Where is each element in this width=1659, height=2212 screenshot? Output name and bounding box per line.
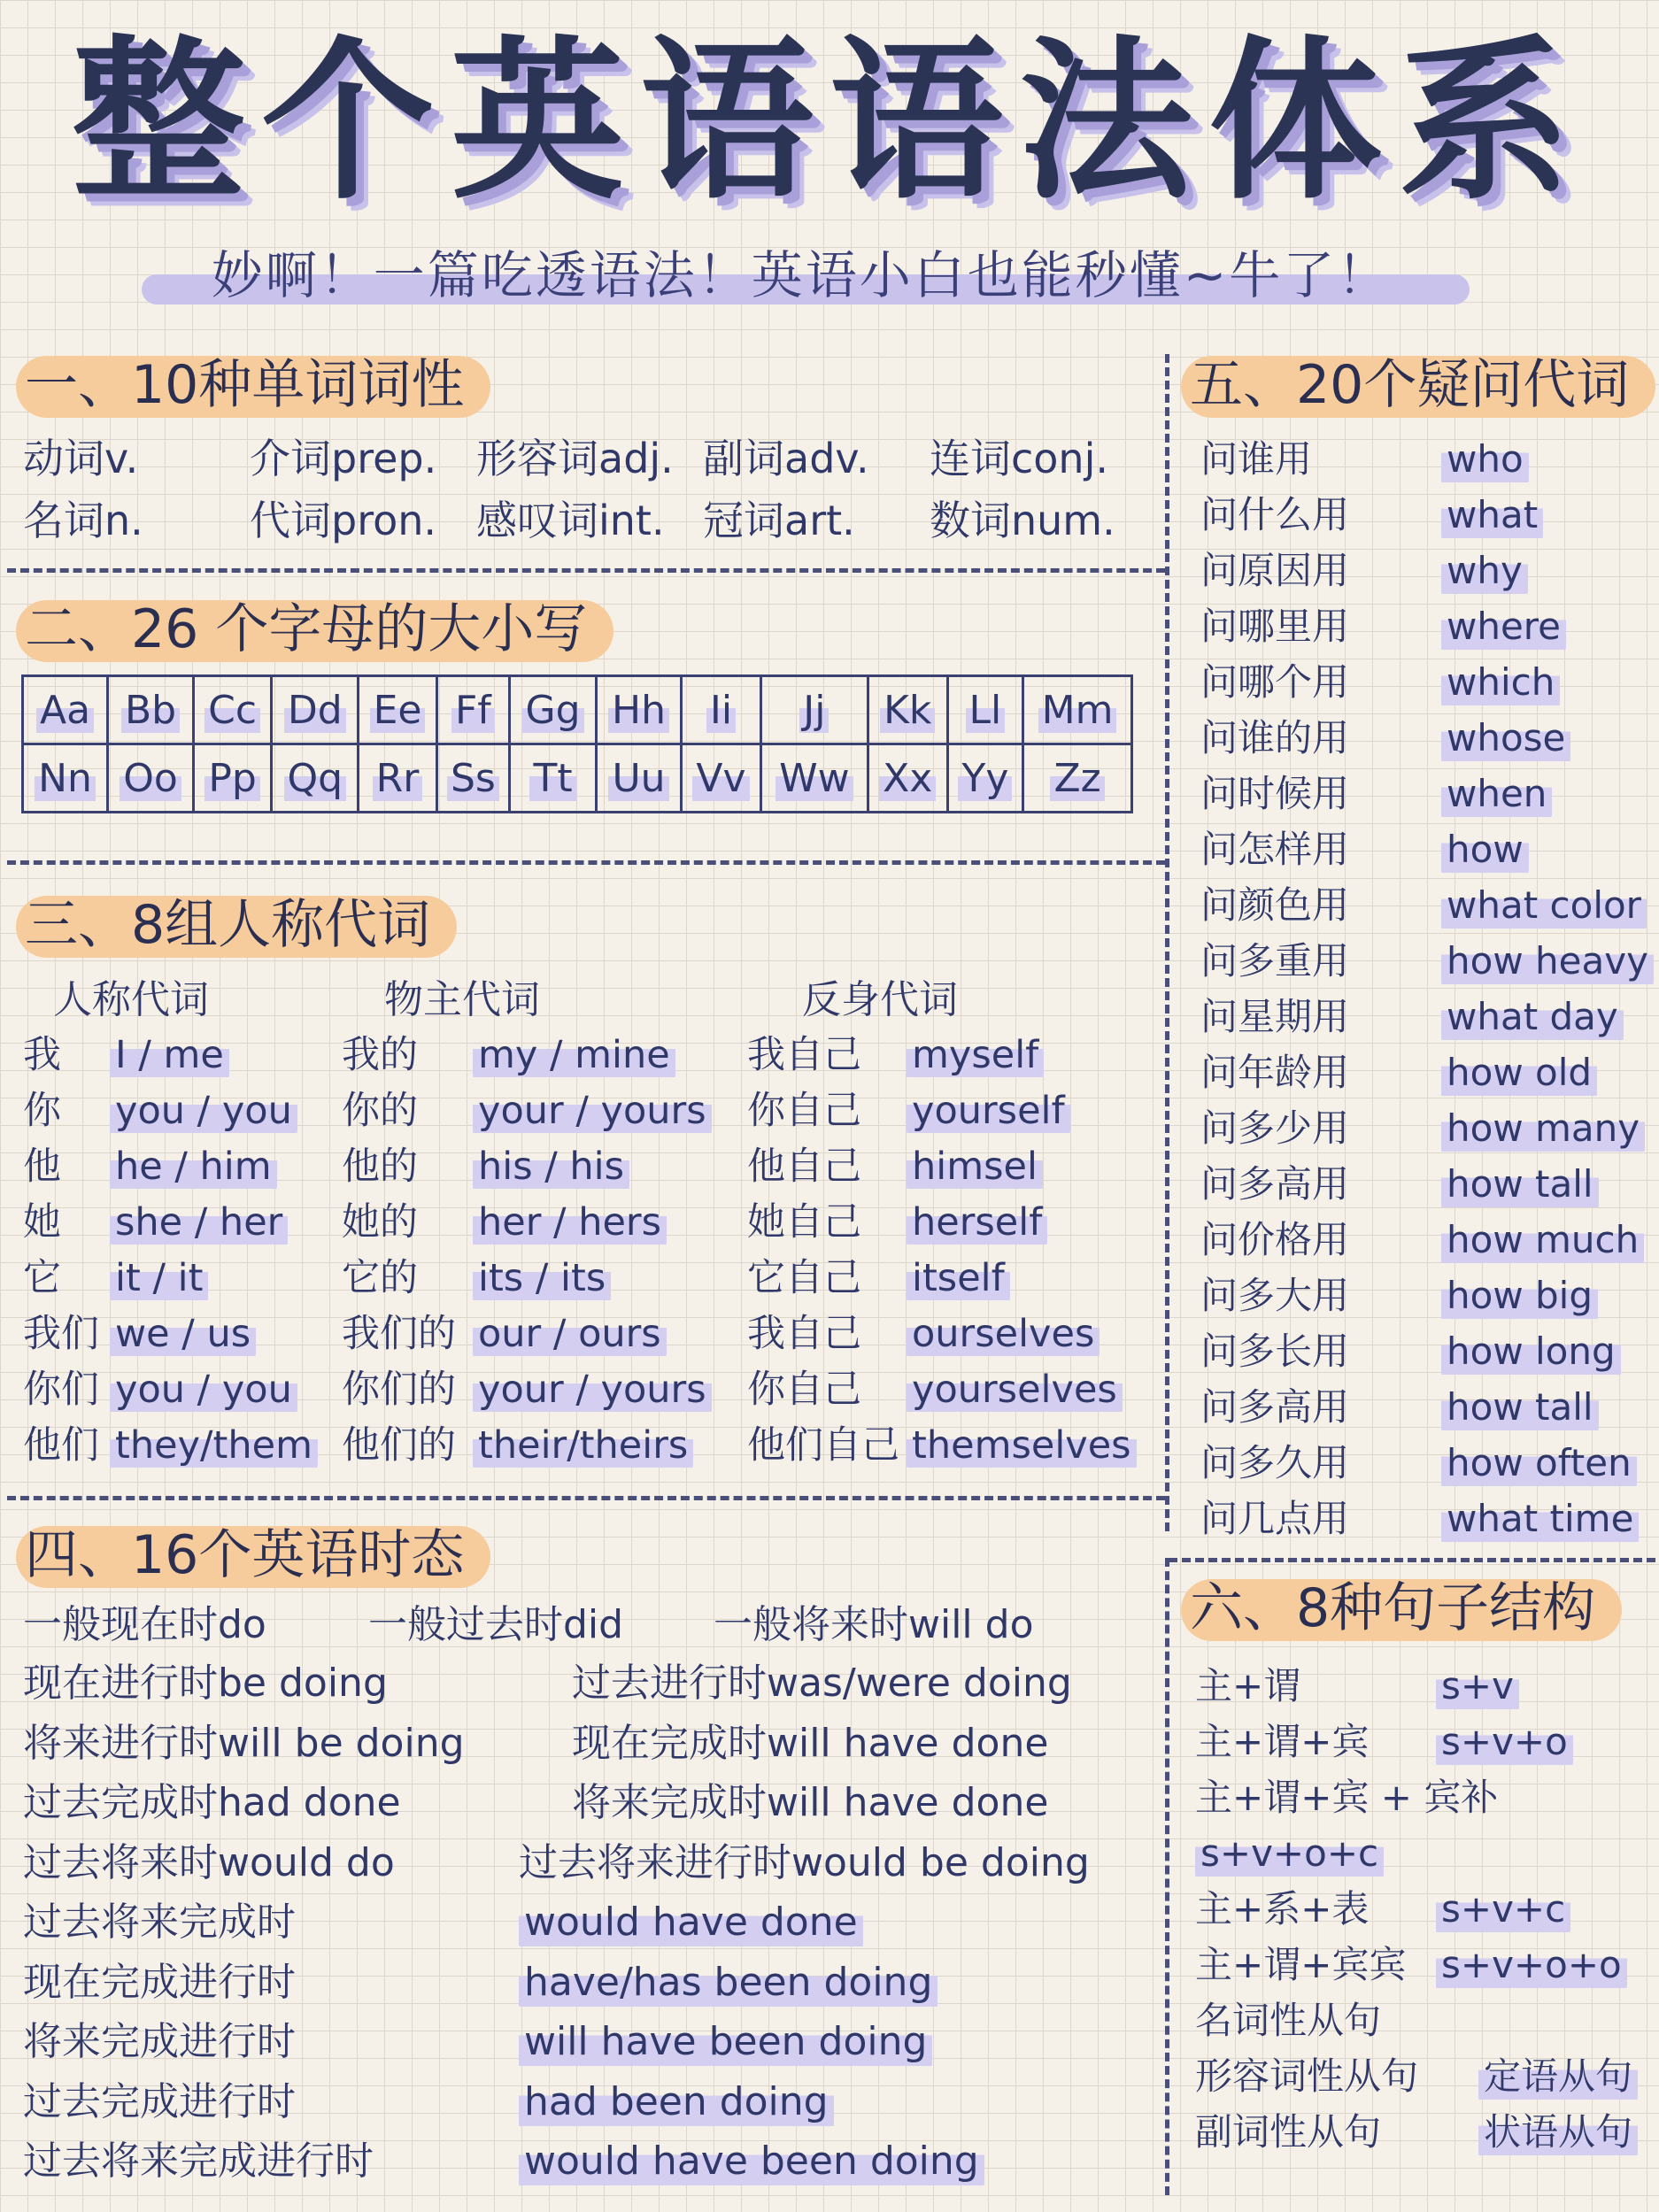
pronoun-cn: 他的 — [342, 1145, 418, 1189]
tense-row — [23, 1775, 1165, 1831]
pronoun-en: themselves — [907, 1419, 1137, 1472]
pronoun-cn: 我们 — [23, 1312, 99, 1356]
letter-cell: Xx — [868, 744, 947, 813]
question-en: how long — [1441, 1324, 1621, 1379]
pronoun-cn: 你自己 — [747, 1089, 861, 1133]
tense-row — [23, 1835, 1165, 1892]
pronoun-row — [23, 1419, 1174, 1472]
question-cn: 问多少用 — [1200, 1106, 1350, 1150]
pronoun-en: they/them — [110, 1419, 318, 1472]
section-2-title: 二、26 个字母的大小写 — [16, 595, 613, 664]
pronoun-row — [23, 1140, 1174, 1193]
question-cn: 问星期用 — [1200, 995, 1350, 1038]
structure-row — [1195, 1882, 1655, 1937]
pronoun-en: ourselves — [907, 1307, 1100, 1360]
letter-cell: Mm — [1023, 676, 1132, 744]
section-6-title: 六、8种句子结构 — [1181, 1574, 1622, 1643]
tense-item: 过去完成时had done — [23, 1780, 401, 1825]
tense-item: 一般现在时do — [23, 1602, 266, 1647]
tense-item: 过去将来完成进行时 — [23, 2139, 374, 2184]
tense-item: 过去进行时was/were doing — [572, 1661, 1072, 1706]
question-row — [1200, 1436, 1652, 1491]
question-row — [1200, 1101, 1652, 1156]
letter-cell: Bb — [108, 676, 194, 744]
question-cn: 问多长用 — [1200, 1330, 1350, 1373]
question-row — [1200, 432, 1652, 487]
question-cn: 问颜色用 — [1200, 883, 1350, 927]
structure-row — [1195, 1826, 1655, 1881]
pronoun-cn: 它自己 — [747, 1256, 861, 1300]
question-row — [1200, 1213, 1652, 1268]
structure-row — [1195, 2105, 1655, 2160]
section-1-title: 一、10种单词词性 — [16, 351, 490, 420]
letter-cell: Pp — [194, 744, 272, 813]
pronoun-cn: 你们 — [23, 1368, 99, 1412]
divider-1-2 — [7, 568, 1165, 573]
structure-cn: 形容词性从句 — [1195, 2054, 1419, 2098]
structure-cn: 主+谓 — [1195, 1664, 1301, 1707]
pronoun-cn: 他自己 — [747, 1145, 861, 1189]
divider-5-6 — [1169, 1558, 1655, 1562]
tense-item: 现在完成时will have done — [572, 1720, 1049, 1766]
question-cn: 问哪个用 — [1200, 660, 1350, 704]
structure-cn: 主+谓+宾宾 — [1195, 1943, 1407, 1986]
tense-row — [23, 1655, 1165, 1712]
letter-cell: Uu — [596, 744, 681, 813]
question-cn: 问年龄用 — [1200, 1051, 1350, 1094]
question-en: which — [1441, 655, 1560, 710]
table-row — [23, 744, 1132, 813]
letter-cell: Tt — [510, 744, 597, 813]
pronoun-en: I / me — [110, 1029, 229, 1082]
structure-cn: 主+谓+宾 — [1195, 1720, 1370, 1763]
pronoun-cn: 她的 — [342, 1200, 418, 1245]
pronoun-cn: 她 — [23, 1200, 61, 1245]
section-3-title: 三、8组人称代词 — [16, 890, 457, 960]
structure-row — [1195, 1715, 1655, 1769]
question-en: how heavy — [1441, 934, 1654, 989]
pronoun-cn: 你们的 — [342, 1368, 456, 1412]
question-cn: 问原因用 — [1200, 549, 1350, 592]
tense-item: would have been doing — [519, 2133, 984, 2190]
letter-cell: Ii — [682, 676, 761, 744]
letter-cell: Rr — [359, 744, 436, 813]
page-title: 整个英语语法体系 — [71, 21, 1587, 223]
pronoun-cn: 它 — [23, 1256, 61, 1300]
pronoun-row — [23, 1252, 1174, 1305]
question-row — [1200, 488, 1652, 543]
letter-cell: Kk — [868, 676, 947, 744]
tense-row — [23, 2074, 1165, 2131]
letter-cell: Qq — [272, 744, 359, 813]
tense-item: 一般将来时will do — [714, 1602, 1034, 1647]
pronoun-en: my / mine — [473, 1029, 675, 1082]
pronoun-cn: 他 — [23, 1145, 61, 1189]
tense-item: 现在完成进行时 — [23, 1959, 296, 2005]
structure-row — [1195, 1770, 1655, 1825]
question-en: how many — [1441, 1101, 1645, 1156]
question-row — [1200, 1268, 1652, 1323]
pronoun-en: your / yours — [473, 1084, 712, 1137]
question-row — [1200, 599, 1652, 654]
question-row — [1200, 767, 1652, 821]
tense-item: will have been doing — [519, 2014, 932, 2070]
divider-2-3 — [7, 860, 1165, 865]
question-en: whose — [1441, 711, 1570, 766]
tense-item: 将来进行时will be doing — [23, 1720, 465, 1766]
question-cn: 问多高用 — [1200, 1385, 1350, 1429]
letter-cell: Vv — [682, 744, 761, 813]
alphabet-table — [21, 674, 1133, 813]
tense-item: have/has been doing — [519, 1954, 938, 2011]
list-item: 代词pron. — [250, 497, 437, 544]
parts-of-speech-list — [23, 432, 1156, 547]
tense-item: would have done — [519, 1894, 863, 1951]
letter-cell: Zz — [1023, 744, 1132, 813]
question-cn: 问多重用 — [1200, 939, 1350, 983]
pronoun-row — [23, 1363, 1174, 1416]
structure-row — [1195, 1938, 1655, 1992]
question-cn: 问什么用 — [1200, 493, 1350, 536]
pronoun-cn: 我的 — [342, 1033, 418, 1077]
list-item: 动词v. — [23, 435, 139, 482]
tense-item: 过去将来完成时 — [23, 1900, 296, 1945]
question-en: what color — [1441, 878, 1647, 933]
question-cn: 问怎样用 — [1200, 828, 1350, 871]
tense-item: 过去将来时would do — [23, 1839, 395, 1885]
structure-cn: 主+系+表 — [1195, 1887, 1370, 1931]
list-item: 形容词adj. — [476, 435, 674, 482]
tense-row — [23, 1894, 1165, 1951]
column-header-reflexive: 反身代词 — [802, 977, 958, 1022]
letter-cell: Ww — [760, 744, 868, 813]
pronoun-en: it / it — [110, 1252, 208, 1305]
pronoun-en: himsel — [907, 1140, 1043, 1193]
structure-cn: 主+谓+宾 + 宾补 — [1195, 1776, 1499, 1819]
letter-cell: Ll — [947, 676, 1022, 744]
pronoun-cn: 我自己 — [747, 1312, 861, 1356]
structure-cn: 名词性从句 — [1195, 1999, 1382, 2042]
tense-item: had been doing — [519, 2074, 834, 2131]
pronoun-en: you / you — [110, 1363, 297, 1416]
pronoun-en: you / you — [110, 1084, 297, 1137]
pronoun-en: itself — [907, 1252, 1010, 1305]
question-row — [1200, 990, 1652, 1044]
question-row — [1200, 1045, 1652, 1100]
letter-cell: Aa — [23, 676, 108, 744]
question-en: why — [1441, 543, 1528, 598]
pronoun-cn: 我们的 — [342, 1312, 456, 1356]
pronoun-en: our / ours — [473, 1307, 667, 1360]
question-cn: 问多大用 — [1200, 1274, 1350, 1317]
letter-cell: Yy — [947, 744, 1022, 813]
pronoun-row — [23, 1084, 1174, 1137]
pronoun-cn: 你自己 — [747, 1368, 861, 1412]
tense-item: 现在进行时be doing — [23, 1661, 388, 1706]
pronoun-en: its / its — [473, 1252, 611, 1305]
letter-cell: Ee — [359, 676, 436, 744]
question-row — [1200, 1380, 1652, 1435]
pronoun-en: yourself — [907, 1084, 1070, 1137]
pronoun-cn: 我 — [23, 1033, 61, 1077]
pronoun-en: she / her — [110, 1196, 288, 1249]
pronoun-cn: 它的 — [342, 1256, 418, 1300]
tense-item: 一般过去时did — [368, 1602, 624, 1647]
vertical-divider-lower — [1165, 1558, 1169, 2195]
structure-en: s+v — [1436, 1659, 1519, 1714]
letter-cell: Gg — [510, 676, 597, 744]
pronoun-en: his / his — [473, 1140, 629, 1193]
question-row — [1200, 655, 1652, 710]
pronoun-en: yourselves — [907, 1363, 1123, 1416]
question-en: how tall — [1441, 1380, 1599, 1435]
column-header-personal: 人称代词 — [53, 977, 209, 1022]
question-cn: 问多久用 — [1200, 1441, 1350, 1484]
question-en: how big — [1441, 1268, 1598, 1323]
tense-item: 将来完成时will have done — [572, 1780, 1049, 1825]
question-row — [1200, 543, 1652, 598]
pronoun-en: her / hers — [473, 1196, 667, 1249]
subtitle-block — [133, 235, 1470, 315]
letter-cell: Dd — [272, 676, 359, 744]
tense-item: 过去将来进行时would be doing — [519, 1839, 1090, 1885]
pronoun-en: their/theirs — [473, 1419, 693, 1472]
tense-row — [23, 2014, 1165, 2070]
question-en: how tall — [1441, 1157, 1599, 1212]
question-cn: 问几点用 — [1200, 1497, 1350, 1540]
list-item: 副词adv. — [703, 435, 869, 482]
pronoun-en: herself — [907, 1196, 1047, 1249]
question-row — [1200, 1157, 1652, 1212]
letter-cell: Ss — [436, 744, 510, 813]
letter-cell: Nn — [23, 744, 108, 813]
list-item: 连词conj. — [930, 435, 1108, 482]
section-5-title: 五、20个疑问代词 — [1181, 351, 1655, 420]
tense-row — [23, 1715, 1165, 1772]
structure-en: 状语从句 — [1478, 2105, 1638, 2160]
list-item: 感叹词int. — [476, 497, 665, 544]
structure-en: 定语从句 — [1478, 2049, 1638, 2104]
pronoun-cn: 他们的 — [342, 1423, 456, 1468]
structure-cn: 副词性从句 — [1195, 2110, 1382, 2154]
pronoun-cn: 她自己 — [747, 1200, 861, 1245]
question-en: who — [1441, 432, 1529, 487]
pronoun-en: myself — [907, 1029, 1044, 1082]
question-row — [1200, 711, 1652, 766]
structure-en: s+v+o — [1436, 1715, 1573, 1769]
letter-cell: Jj — [760, 676, 868, 744]
tense-item: 将来完成进行时 — [23, 2019, 296, 2064]
question-row — [1200, 934, 1652, 989]
section-4-title: 四、16个英语时态 — [16, 1521, 490, 1590]
question-cn: 问哪里用 — [1200, 605, 1350, 648]
question-cn: 问多高用 — [1200, 1162, 1350, 1206]
pronoun-row — [23, 1307, 1174, 1360]
structure-row — [1195, 1993, 1655, 2048]
question-en: what — [1441, 488, 1543, 543]
table-row — [23, 676, 1132, 744]
tense-row — [23, 1597, 1165, 1653]
question-row — [1200, 878, 1652, 933]
tense-item: 过去完成进行时 — [23, 2078, 296, 2124]
question-row — [1200, 822, 1652, 877]
subtitle: 妙啊！一篇吃透语法！英语小白也能秒懂~牛了！ — [211, 245, 1392, 305]
column-header-possessive: 物主代词 — [384, 977, 540, 1022]
letter-cell: Hh — [596, 676, 681, 744]
question-en: how much — [1441, 1213, 1644, 1268]
question-cn: 问价格用 — [1200, 1218, 1350, 1261]
pronoun-row — [23, 1196, 1174, 1249]
structure-row — [1195, 2049, 1655, 2104]
letter-cell: Oo — [108, 744, 194, 813]
list-item: 名词n. — [23, 497, 143, 544]
letter-cell: Cc — [194, 676, 272, 744]
question-en: where — [1441, 599, 1566, 654]
divider-3-4 — [7, 1496, 1165, 1500]
question-en: how often — [1441, 1436, 1637, 1491]
pronoun-en: we / us — [110, 1307, 256, 1360]
pronoun-row — [23, 1029, 1174, 1082]
pronoun-en: he / him — [110, 1140, 277, 1193]
question-cn: 问谁的用 — [1200, 716, 1350, 759]
question-en: what day — [1441, 990, 1624, 1044]
letter-cell: Ff — [436, 676, 510, 744]
structure-en: s+v+c — [1436, 1882, 1570, 1937]
question-en: how — [1441, 822, 1529, 877]
question-en: what time — [1441, 1491, 1639, 1546]
pronoun-en: your / yours — [473, 1363, 712, 1416]
structure-en: s+v+o+o — [1436, 1938, 1627, 1992]
pronoun-cn: 你 — [23, 1089, 61, 1133]
question-row — [1200, 1324, 1652, 1379]
question-cn: 问谁用 — [1200, 437, 1313, 481]
pronoun-cn: 我自己 — [747, 1033, 861, 1077]
list-item: 冠词art. — [703, 497, 855, 544]
pronoun-cn: 他们自己 — [747, 1423, 899, 1468]
question-row — [1200, 1491, 1652, 1546]
tense-row — [23, 2133, 1165, 2190]
tense-row — [23, 1954, 1165, 2011]
structure-cn: s+v+o+c — [1195, 1826, 1384, 1881]
pronoun-cn: 你的 — [342, 1089, 418, 1133]
question-cn: 问时候用 — [1200, 772, 1350, 815]
structure-row — [1195, 1659, 1655, 1714]
question-en: how old — [1441, 1045, 1597, 1100]
pronoun-cn: 他们 — [23, 1423, 99, 1468]
list-item: 介词prep. — [250, 435, 437, 482]
list-item: 数词num. — [930, 497, 1115, 544]
question-en: when — [1441, 767, 1552, 821]
